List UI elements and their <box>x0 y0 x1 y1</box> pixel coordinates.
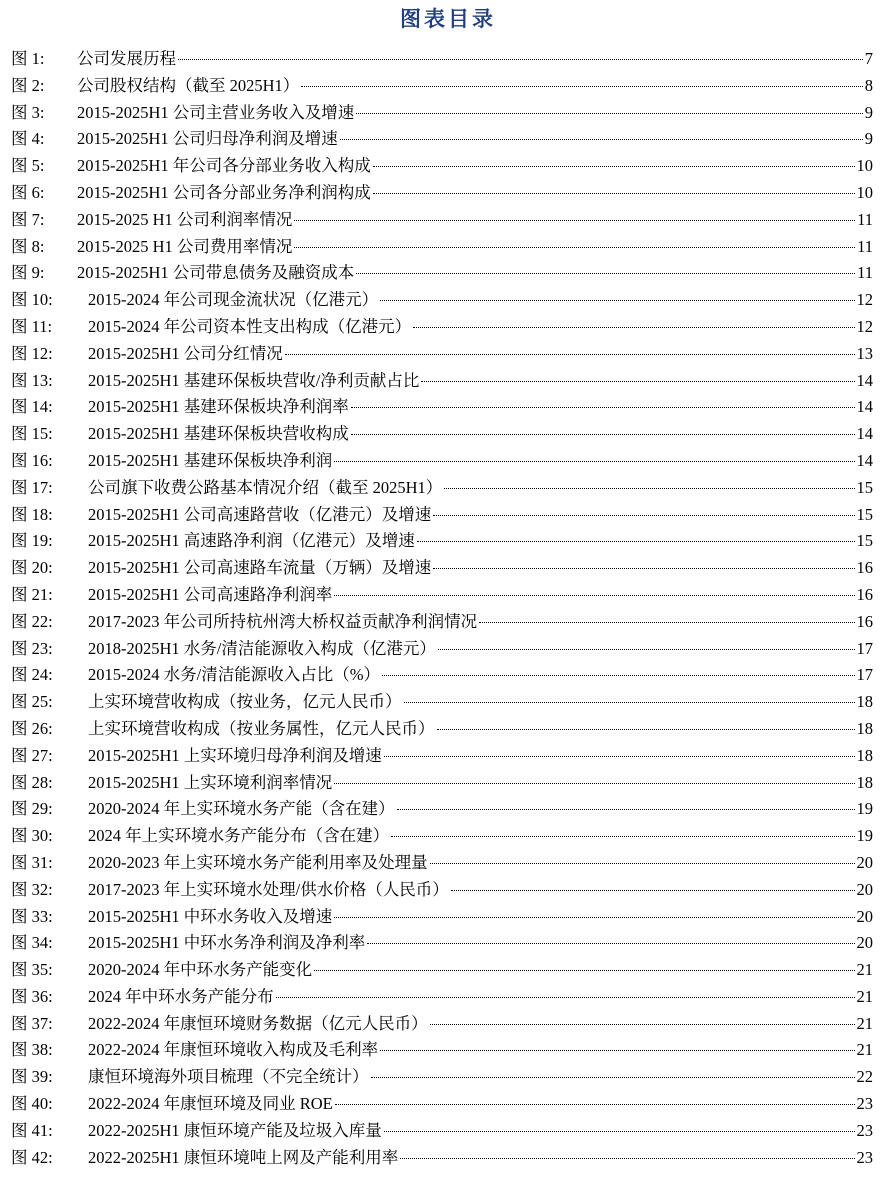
toc-entry-page: 21 <box>856 986 873 1006</box>
toc-list <box>11 46 873 1171</box>
toc-entry-page: 16 <box>856 611 873 631</box>
toc-leader-dots <box>479 622 854 623</box>
toc-leader-dots <box>380 1050 854 1051</box>
toc-entry-page: 7 <box>864 49 873 68</box>
toc-leader-dots <box>397 809 855 810</box>
toc-entry-page: 22 <box>856 1067 873 1087</box>
toc-leader-dots <box>400 1158 854 1159</box>
toc-entry-label: 图 40: <box>11 1094 53 1114</box>
toc-entry-page: 9 <box>864 129 873 149</box>
toc-entry-title: 公司股权结构（截至 2025H1） <box>77 75 300 95</box>
toc-entry-title: 上实环境营收构成（按业务，亿元人民币） <box>88 692 402 712</box>
toc-entry-title: 公司旗下收费公路基本情况介绍（截至 2025H1） <box>88 477 443 497</box>
toc-entry[interactable] <box>11 528 873 555</box>
toc-leader-dots <box>384 756 855 757</box>
toc-entry-title: 2020-2023 年上实环境水务产能利用率及处理量 <box>88 852 428 872</box>
toc-entry-page: 18 <box>856 772 873 792</box>
toc-leader-dots <box>433 515 854 516</box>
toc-entry-label: 图 20: <box>11 558 53 578</box>
toc-entry-label: 图 24: <box>11 665 53 685</box>
toc-entry-title: 公司发展历程 <box>77 49 176 68</box>
toc-entry[interactable] <box>11 984 873 1011</box>
toc-leader-dots <box>334 461 854 462</box>
toc-entry-label: 图 3: <box>11 102 45 122</box>
toc-entry-page: 12 <box>856 316 873 336</box>
toc-entry[interactable] <box>11 877 873 904</box>
toc-entry-page: 20 <box>856 933 873 953</box>
toc-entry-page: 18 <box>856 718 873 738</box>
toc-entry[interactable] <box>11 1011 873 1038</box>
toc-entry[interactable] <box>11 260 873 287</box>
toc-entry-title: 2015-2025H1 上实环境利润率情况 <box>88 772 333 792</box>
toc-entry[interactable] <box>11 850 873 877</box>
toc-leader-dots <box>334 917 854 918</box>
toc-entry-title: 2015-2024 水务/清洁能源收入占比（%） <box>88 665 380 685</box>
toc-leader-dots <box>351 434 855 435</box>
toc-entry-title: 2015-2025 H1 公司费用率情况 <box>77 236 293 256</box>
toc-entry-page: 14 <box>856 370 873 390</box>
toc-leader-dots <box>285 354 855 355</box>
toc-entry[interactable] <box>11 100 873 127</box>
toc-entry-page: 21 <box>856 1013 873 1033</box>
toc-entry-title: 2020-2024 年中环水务产能变化 <box>88 960 313 980</box>
toc-entry-title: 2022-2024 年康恒环境收入构成及毛利率 <box>88 1040 379 1060</box>
toc-entry-page: 11 <box>857 236 873 256</box>
toc-entry-label: 图 12: <box>11 343 53 363</box>
toc-entry-page: 20 <box>856 852 873 872</box>
toc-entry[interactable] <box>11 46 873 73</box>
toc-entry-label: 图 7: <box>11 209 45 229</box>
toc-entry-label: 图 32: <box>11 879 53 899</box>
toc-entry-title: 2015-2025H1 公司高速路净利润率 <box>88 584 333 604</box>
toc-leader-dots <box>351 407 855 408</box>
toc-entry-title: 2015-2025H1 上实环境归母净利润及增速 <box>88 745 382 765</box>
toc-entry[interactable] <box>11 1145 873 1172</box>
toc-entry-title: 2015-2025H1 公司分红情况 <box>88 343 283 363</box>
toc-entry-page: 8 <box>864 75 873 95</box>
toc-entry[interactable] <box>11 394 873 421</box>
toc-entry-page: 21 <box>856 960 873 980</box>
toc-entry[interactable] <box>11 1064 873 1091</box>
toc-entry[interactable] <box>11 609 873 636</box>
toc-entry-page: 18 <box>856 692 873 712</box>
toc-entry-title: 2015-2025H1 公司高速路营收（亿港元）及增速 <box>88 504 432 524</box>
toc-entry-label: 图 36: <box>11 986 53 1006</box>
toc-entry[interactable] <box>11 1118 873 1145</box>
toc-entry-title: 2022-2025H1 康恒环境吨上网及产能利用率 <box>88 1147 399 1167</box>
toc-entry-page: 19 <box>856 799 873 819</box>
toc-entry[interactable] <box>11 368 873 395</box>
toc-leader-dots <box>294 220 855 221</box>
toc-leader-dots <box>430 1024 855 1025</box>
toc-entry-title: 2015-2025H1 基建环保板块营收/净利贡献占比 <box>88 370 420 390</box>
toc-entry-title: 2015-2025H1 公司高速路车流量（万辆）及增速 <box>88 558 432 578</box>
toc-entry-page: 10 <box>856 156 873 176</box>
toc-leader-dots <box>367 943 854 944</box>
toc-entry[interactable] <box>11 234 873 261</box>
toc-entry-label: 图 42: <box>11 1147 53 1167</box>
toc-entry-label: 图 37: <box>11 1013 53 1033</box>
toc-leader-dots <box>371 1077 855 1078</box>
toc-entry-page: 15 <box>856 504 873 524</box>
toc-leader-dots <box>335 1104 855 1105</box>
toc-entry-label: 图 22: <box>11 611 53 631</box>
toc-entry-label: 图 35: <box>11 960 53 980</box>
toc-entry-label: 图 9: <box>11 263 45 283</box>
toc-entry[interactable] <box>11 904 873 931</box>
toc-entry-title: 2015-2025H1 基建环保板块营收构成 <box>88 424 349 444</box>
toc-entry-page: 14 <box>856 397 873 417</box>
toc-entry-label: 图 2: <box>11 75 45 95</box>
toc-entry-title: 2015-2024 年公司现金流状况（亿港元） <box>88 290 379 310</box>
toc-entry[interactable] <box>11 636 873 663</box>
toc-entry-label: 图 6: <box>11 182 45 202</box>
toc-entry-page: 11 <box>857 263 873 283</box>
toc-entry-title: 2015-2025H1 基建环保板块净利润 <box>88 450 333 470</box>
toc-entry-title: 2022-2024 年康恒环境财务数据（亿元人民币） <box>88 1013 428 1033</box>
toc-entry-title: 2015-2025H1 公司主营业务收入及增速 <box>77 102 355 122</box>
toc-entry-title: 2015-2025H1 公司各分部业务净利润构成 <box>77 182 371 202</box>
toc-leader-dots <box>340 139 863 140</box>
toc-leader-dots <box>314 970 854 971</box>
toc-entry[interactable] <box>11 823 873 850</box>
toc-entry-page: 20 <box>856 906 873 926</box>
toc-entry-label: 图 13: <box>11 370 53 390</box>
toc-entry-title: 上实环境营收构成（按业务属性，亿元人民币） <box>88 718 435 738</box>
toc-leader-dots <box>356 113 862 114</box>
toc-entry[interactable] <box>11 796 873 823</box>
toc-entry-label: 图 23: <box>11 638 53 658</box>
toc-leader-dots <box>421 381 854 382</box>
toc-entry[interactable] <box>11 153 873 180</box>
toc-entry[interactable] <box>11 502 873 529</box>
toc-leader-dots <box>438 649 855 650</box>
toc-entry-page: 21 <box>856 1040 873 1060</box>
toc-leader-dots <box>384 1131 855 1132</box>
toc-entry-title: 2015-2025H1 中环水务净利润及净利率 <box>88 933 366 953</box>
toc-entry[interactable] <box>11 957 873 984</box>
toc-entry-label: 图 18: <box>11 504 53 524</box>
toc-entry[interactable] <box>11 770 873 797</box>
toc-leader-dots <box>334 783 854 784</box>
toc-entry-page: 13 <box>856 343 873 363</box>
toc-entry[interactable] <box>11 555 873 582</box>
toc-entry-label: 图 14: <box>11 397 53 417</box>
toc-entry[interactable] <box>11 475 873 502</box>
toc-entry-title: 2015-2025H1 公司带息债务及融资成本 <box>77 263 355 283</box>
toc-entry-title: 康恒环境海外项目梳理（不完全统计） <box>88 1067 369 1087</box>
toc-entry-page: 10 <box>856 182 873 202</box>
toc-entry-page: 11 <box>857 209 873 229</box>
toc-entry-label: 图 16: <box>11 450 53 470</box>
toc-entry-title: 2015-2025H1 公司归母净利润及增速 <box>77 129 338 149</box>
toc-entry-title: 2015-2025H1 中环水务收入及增速 <box>88 906 333 926</box>
toc-entry-label: 图 28: <box>11 772 53 792</box>
toc-entry-title: 2020-2024 年上实环境水务产能（含在建） <box>88 799 395 819</box>
toc-entry-page: 15 <box>856 477 873 497</box>
toc-entry-label: 图 39: <box>11 1067 53 1087</box>
toc-entry[interactable] <box>11 73 873 100</box>
toc-entry-page: 12 <box>856 290 873 310</box>
toc-leader-dots <box>417 541 855 542</box>
toc-entry-title: 2015-2025H1 高速路净利润（亿港元）及增速 <box>88 531 415 551</box>
toc-entry-label: 图 29: <box>11 799 53 819</box>
toc-entry-label: 图 31: <box>11 852 53 872</box>
toc-entry-label: 图 8: <box>11 236 45 256</box>
toc-entry-label: 图 41: <box>11 1120 53 1140</box>
toc-entry-title: 2022-2024 年康恒环境及同业 ROE <box>88 1094 333 1114</box>
toc-entry-label: 图 4: <box>11 129 45 149</box>
toc-leader-dots <box>373 193 855 194</box>
toc-leader-dots <box>380 300 854 301</box>
toc-entry-title: 2015-2025H1 年公司各分部业务收入构成 <box>77 156 371 176</box>
toc-entry-label: 图 21: <box>11 584 53 604</box>
toc-leader-dots <box>451 890 855 891</box>
toc-entry-title: 2017-2023 年公司所持杭州湾大桥权益贡献净利润情况 <box>88 611 478 631</box>
toc-entry[interactable] <box>11 341 873 368</box>
toc-entry-title: 2018-2025H1 水务/清洁能源收入构成（亿港元） <box>88 638 436 658</box>
toc-entry-page: 19 <box>856 826 873 846</box>
toc-leader-dots <box>413 327 854 328</box>
toc-entry[interactable] <box>11 743 873 770</box>
toc-entry-label: 图 11: <box>11 316 53 336</box>
toc-leader-dots <box>356 273 855 274</box>
toc-entry-title: 2022-2025H1 康恒环境产能及垃圾入库量 <box>88 1120 382 1140</box>
page-title: 图表目录 <box>400 6 496 31</box>
toc-entry-label: 图 30: <box>11 826 53 846</box>
toc-entry-label: 图 17: <box>11 477 53 497</box>
toc-leader-dots <box>334 595 854 596</box>
toc-leader-dots <box>301 86 862 87</box>
toc-entry[interactable] <box>11 207 873 234</box>
toc-entry-page: 16 <box>856 584 873 604</box>
toc-entry-label: 图 25: <box>11 692 53 712</box>
toc-entry-label: 图 34: <box>11 933 53 953</box>
toc-entry-page: 23 <box>856 1120 873 1140</box>
toc-entry-page: 20 <box>856 879 873 899</box>
toc-entry[interactable] <box>11 716 873 743</box>
toc-entry[interactable] <box>11 180 873 207</box>
toc-entry-label: 图 27: <box>11 745 53 765</box>
toc-entry-page: 17 <box>856 638 873 658</box>
toc-entry-page: 15 <box>856 531 873 551</box>
toc-entry[interactable] <box>11 126 873 153</box>
toc-entry-title: 2017-2023 年上实环境水处理/供水价格（人民币） <box>88 879 449 899</box>
toc-leader-dots <box>437 729 855 730</box>
toc-leader-dots <box>391 836 854 837</box>
toc-entry-page: 9 <box>864 102 873 122</box>
toc-entry[interactable] <box>11 314 873 341</box>
toc-leader-dots <box>373 166 855 167</box>
toc-entry-label: 图 1: <box>11 49 45 68</box>
toc-entry-title: 2024 年中环水务产能分布 <box>88 986 274 1006</box>
toc-entry-page: 16 <box>856 558 873 578</box>
toc-entry[interactable] <box>11 448 873 475</box>
toc-entry-title: 2015-2025H1 基建环保板块净利润率 <box>88 397 349 417</box>
toc-entry-label: 图 38: <box>11 1040 53 1060</box>
toc-entry[interactable] <box>11 930 873 957</box>
toc-leader-dots <box>276 997 855 998</box>
toc-entry[interactable] <box>11 421 873 448</box>
toc-leader-dots <box>294 247 855 248</box>
toc-entry-label: 图 10: <box>11 290 53 310</box>
toc-entry[interactable] <box>11 689 873 716</box>
toc-entry-page: 14 <box>856 424 873 444</box>
toc-entry[interactable] <box>11 1037 873 1064</box>
toc-leader-dots <box>444 488 854 489</box>
toc-entry[interactable] <box>11 287 873 314</box>
toc-entry-label: 图 26: <box>11 718 53 738</box>
toc-entry-page: 23 <box>856 1094 873 1114</box>
toc-entry[interactable] <box>11 662 873 689</box>
toc-leader-dots <box>178 59 863 60</box>
toc-leader-dots <box>433 568 854 569</box>
toc-entry-title: 2015-2024 年公司资本性支出构成（亿港元） <box>88 316 412 336</box>
toc-leader-dots <box>382 675 855 676</box>
toc-entry-label: 图 15: <box>11 424 53 444</box>
toc-entry-page: 18 <box>856 745 873 765</box>
toc-entry-label: 图 5: <box>11 156 45 176</box>
toc-entry[interactable] <box>11 1091 873 1118</box>
toc-entry[interactable] <box>11 582 873 609</box>
toc-leader-dots <box>430 863 855 864</box>
toc-entry-title: 2024 年上实环境水务产能分布（含在建） <box>88 826 390 846</box>
toc-entry-page: 23 <box>856 1147 873 1167</box>
toc-entry-page: 17 <box>856 665 873 685</box>
toc-entry-label: 图 33: <box>11 906 53 926</box>
toc-entry-page: 14 <box>856 450 873 470</box>
toc-leader-dots <box>404 702 855 703</box>
toc-entry-label: 图 19: <box>11 531 53 551</box>
toc-entry-title: 2015-2025 H1 公司利润率情况 <box>77 209 293 229</box>
